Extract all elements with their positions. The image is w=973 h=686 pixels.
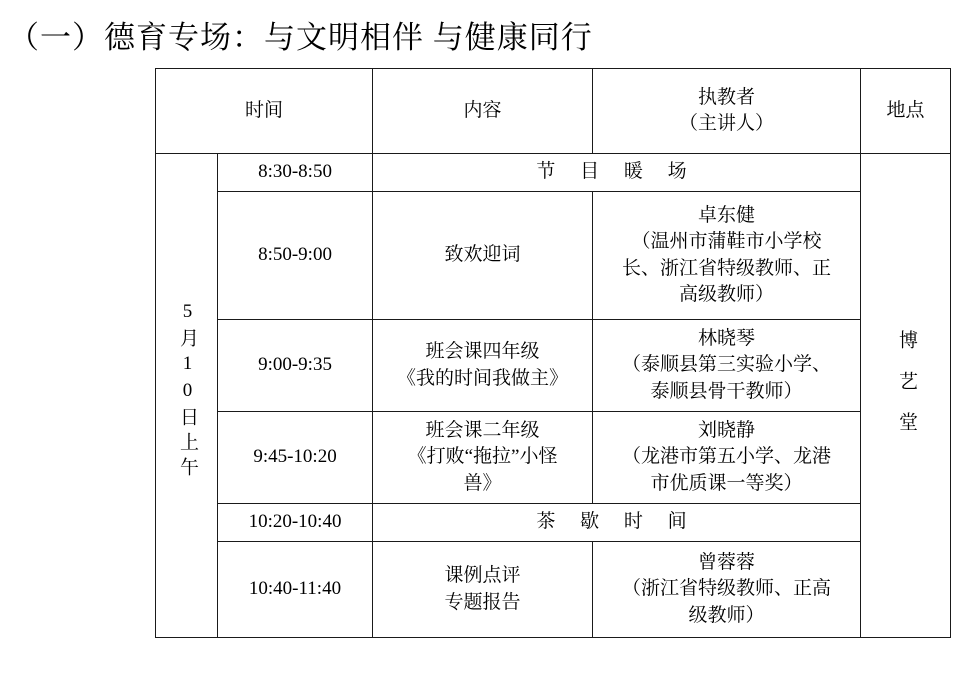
- page-title: （一）德育专场：与文明相伴 与健康同行: [8, 20, 593, 55]
- teacher-line: 长、浙江省特级教师、正: [622, 257, 832, 279]
- header-place: 地点: [861, 69, 951, 154]
- content-line: 《打败“拖拉”小怪: [407, 446, 558, 468]
- content-line: 兽》: [463, 472, 502, 494]
- header-time: 时间: [156, 69, 373, 154]
- row-content: [373, 192, 593, 320]
- row-time: 9:45-10:20: [218, 412, 373, 504]
- table-header-row: [156, 69, 951, 154]
- row-teacher: [593, 192, 861, 320]
- row-merged-text: 节 目 暖 场: [373, 154, 861, 192]
- row-content: [373, 320, 593, 412]
- row-merged-text: 茶 歇 时 间: [373, 504, 861, 542]
- teacher-line: 市优质课一等奖）: [650, 472, 803, 494]
- row-teacher: [593, 412, 861, 504]
- teacher-line: 曾蓉蓉: [698, 552, 756, 574]
- table-row: [156, 504, 951, 542]
- teacher-line: （泰顺县第三实验小学、: [622, 354, 832, 376]
- row-content: [373, 412, 593, 504]
- row-time: 9:00-9:35: [218, 320, 373, 412]
- header-teacher-line2: （主讲人）: [679, 113, 775, 134]
- teacher-line: 级教师）: [688, 604, 765, 626]
- row-time: 8:30-8:50: [218, 154, 373, 192]
- teacher-line: 泰顺县骨干教师）: [650, 380, 803, 402]
- teacher-line: 卓东健: [698, 205, 756, 227]
- row-time: 10:40-11:40: [218, 542, 373, 638]
- header-teacher-line1: 执教者: [698, 86, 756, 108]
- content-line: 《我的时间我做主》: [397, 367, 569, 389]
- place-cell: [861, 154, 951, 638]
- schedule-table: [155, 68, 951, 638]
- row-content: [373, 542, 593, 638]
- content-line: 班会课二年级: [425, 420, 540, 442]
- teacher-line: 林晓琴: [698, 328, 756, 350]
- content-line: 致欢迎词: [444, 244, 521, 266]
- teacher-line: （浙江省特级教师、正高: [622, 578, 832, 600]
- place-label: 博艺堂: [895, 329, 917, 453]
- teacher-line: 高级教师）: [679, 283, 775, 305]
- day-label: 5月10日上午: [176, 300, 198, 482]
- row-teacher: [593, 320, 861, 412]
- teacher-line: （龙港市第五小学、龙港: [622, 446, 832, 468]
- table-row: [156, 542, 951, 638]
- teacher-line: （温州市蒲鞋市小学校: [631, 231, 822, 253]
- schedule-table-container: [155, 68, 950, 638]
- header-content: 内容: [373, 69, 593, 154]
- teacher-line: 刘晓静: [698, 420, 756, 442]
- table-row: [156, 412, 951, 504]
- header-teacher: [593, 69, 861, 154]
- row-teacher: [593, 542, 861, 638]
- row-time: 8:50-9:00: [218, 192, 373, 320]
- table-row: [156, 154, 951, 192]
- content-line: 班会课四年级: [425, 341, 540, 363]
- content-line: 专题报告: [444, 591, 521, 613]
- row-time: 10:20-10:40: [218, 504, 373, 542]
- table-row: [156, 192, 951, 320]
- table-row: [156, 320, 951, 412]
- day-label-cell: [156, 154, 218, 638]
- content-line: 课例点评: [444, 565, 521, 587]
